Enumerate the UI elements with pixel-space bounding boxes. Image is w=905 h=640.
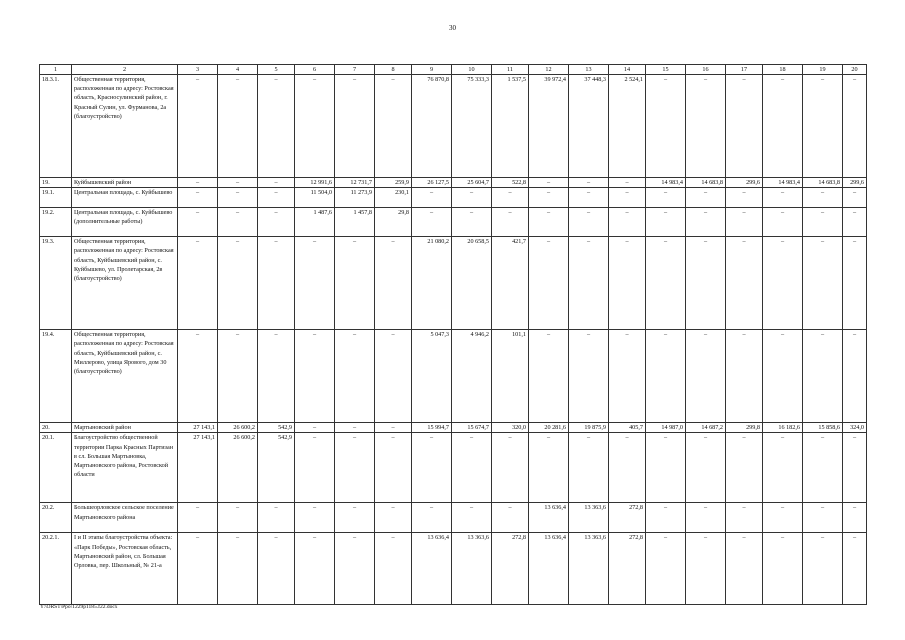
value-cell: – xyxy=(452,208,492,237)
value-cell: 37 448,3 xyxy=(569,75,609,178)
value-cell: – xyxy=(492,433,529,503)
value-cell: – xyxy=(529,330,569,423)
value-cell: – xyxy=(646,188,686,208)
table-row xyxy=(40,237,867,330)
value-cell: – xyxy=(609,237,646,330)
value-cell: 542,9 xyxy=(258,433,295,503)
value-cell: 14 687,2 xyxy=(686,423,726,433)
value-cell: – xyxy=(803,533,843,605)
table-row xyxy=(40,208,867,237)
value-cell: – xyxy=(803,208,843,237)
table-row xyxy=(40,330,867,423)
value-cell: 19 875,9 xyxy=(569,423,609,433)
value-cell: – xyxy=(412,433,452,503)
value-cell: – xyxy=(218,330,258,423)
value-cell: – xyxy=(609,178,646,188)
footer-file-path: Y:\ORST\Ppo\1229p1185.f22.docx xyxy=(40,604,118,610)
value-cell: – xyxy=(803,188,843,208)
value-cell: – xyxy=(646,237,686,330)
value-cell: 13 363,6 xyxy=(569,503,609,533)
row-name: Общественная территория, расположенная по адресу: Ростовская область, Куйбышевский район, с. Миллерово, улица Ярового, дом 30 (благоустройство) xyxy=(72,330,178,423)
value-cell: – xyxy=(452,188,492,208)
value-cell: – xyxy=(646,75,686,178)
value-cell: 15 674,7 xyxy=(452,423,492,433)
column-number: 17 xyxy=(726,65,763,75)
value-cell: – xyxy=(295,423,335,433)
column-number: 6 xyxy=(295,65,335,75)
value-cell: 14 983,4 xyxy=(763,178,803,188)
value-cell: – xyxy=(646,208,686,237)
value-cell: 542,9 xyxy=(258,423,295,433)
value-cell: – xyxy=(609,330,646,423)
value-cell: – xyxy=(218,188,258,208)
table-row xyxy=(40,188,867,208)
column-number: 7 xyxy=(335,65,375,75)
value-cell: 25 604,7 xyxy=(452,178,492,188)
value-cell: – xyxy=(726,533,763,605)
value-cell: 13 363,6 xyxy=(452,533,492,605)
value-cell: – xyxy=(295,75,335,178)
value-cell: 272,8 xyxy=(492,533,529,605)
value-cell: – xyxy=(843,533,867,605)
value-cell: – xyxy=(726,75,763,178)
value-cell: 13 363,6 xyxy=(569,533,609,605)
value-cell: – xyxy=(569,237,609,330)
value-cell: – xyxy=(843,503,867,533)
value-cell: – xyxy=(178,178,218,188)
value-cell: 299,6 xyxy=(843,178,867,188)
value-cell: – xyxy=(763,503,803,533)
value-cell: – xyxy=(335,503,375,533)
value-cell: – xyxy=(375,330,412,423)
value-cell: 12 731,7 xyxy=(335,178,375,188)
value-cell: – xyxy=(529,188,569,208)
row-name: Большеорловское сельское поселение Мартыновского района xyxy=(72,503,178,533)
value-cell: 259,9 xyxy=(375,178,412,188)
value-cell: – xyxy=(178,188,218,208)
row-name: Мартыновский район xyxy=(72,423,178,433)
value-cell: 15 858,6 xyxy=(803,423,843,433)
row-code: 20.2.1. xyxy=(40,533,72,605)
value-cell: – xyxy=(646,330,686,423)
value-cell: – xyxy=(686,208,726,237)
value-cell: 26 127,5 xyxy=(412,178,452,188)
budget-table xyxy=(39,64,867,605)
table-row xyxy=(40,503,867,533)
value-cell: – xyxy=(569,330,609,423)
value-cell: – xyxy=(218,533,258,605)
value-cell: – xyxy=(726,330,763,423)
value-cell: 13 636,4 xyxy=(412,533,452,605)
column-number: 16 xyxy=(686,65,726,75)
row-name: Благоустройство общественной территории Парка Красных Партизан в сл. Большая Мартыновка, Мартыновского района, Ростовской области xyxy=(72,433,178,503)
row-name: I и II этапы благоустройства объекта: «Парк Победы», Ростовская область, Мартыновский район, сл. Большая Орловка, пер. Школьный, № 21-а xyxy=(72,533,178,605)
value-cell: 324,0 xyxy=(843,423,867,433)
value-cell: 522,8 xyxy=(492,178,529,188)
value-cell: 14 683,8 xyxy=(686,178,726,188)
value-cell: – xyxy=(843,208,867,237)
value-cell: – xyxy=(218,208,258,237)
value-cell: 405,7 xyxy=(609,423,646,433)
value-cell: – xyxy=(686,503,726,533)
value-cell: – xyxy=(218,75,258,178)
value-cell: – xyxy=(763,330,803,423)
value-cell: – xyxy=(178,75,218,178)
value-cell: 272,8 xyxy=(609,533,646,605)
value-cell: – xyxy=(258,178,295,188)
value-cell: – xyxy=(218,178,258,188)
value-cell: 27 143,1 xyxy=(178,433,218,503)
value-cell: – xyxy=(375,237,412,330)
column-number: 20 xyxy=(843,65,867,75)
value-cell: 11 504,0 xyxy=(295,188,335,208)
column-number: 3 xyxy=(178,65,218,75)
value-cell: 299,8 xyxy=(726,423,763,433)
value-cell: – xyxy=(646,503,686,533)
value-cell: – xyxy=(335,533,375,605)
value-cell: – xyxy=(569,433,609,503)
value-cell: – xyxy=(258,533,295,605)
value-cell: – xyxy=(646,433,686,503)
column-number: 19 xyxy=(803,65,843,75)
column-number: 10 xyxy=(452,65,492,75)
row-code: 20.1. xyxy=(40,433,72,503)
value-cell: 21 080,2 xyxy=(412,237,452,330)
value-cell: – xyxy=(529,237,569,330)
value-cell: – xyxy=(375,533,412,605)
row-code: 19. xyxy=(40,178,72,188)
column-number: 5 xyxy=(258,65,295,75)
value-cell: 14 683,8 xyxy=(803,178,843,188)
row-code: 19.2. xyxy=(40,208,72,237)
column-number: 11 xyxy=(492,65,529,75)
value-cell: – xyxy=(258,237,295,330)
column-number: 4 xyxy=(218,65,258,75)
row-code: 20.2. xyxy=(40,503,72,533)
value-cell: 4 946,2 xyxy=(452,330,492,423)
page-number: 30 xyxy=(449,24,456,32)
column-number-row xyxy=(40,65,867,75)
value-cell: – xyxy=(803,237,843,330)
value-cell: – xyxy=(375,423,412,433)
value-cell: – xyxy=(843,330,867,423)
value-cell: – xyxy=(763,533,803,605)
column-number: 13 xyxy=(569,65,609,75)
value-cell: 320,0 xyxy=(492,423,529,433)
value-cell: – xyxy=(452,433,492,503)
value-cell: – xyxy=(843,75,867,178)
value-cell: 421,7 xyxy=(492,237,529,330)
value-cell: 76 870,8 xyxy=(412,75,452,178)
value-cell: – xyxy=(609,433,646,503)
value-cell: – xyxy=(412,208,452,237)
value-cell: – xyxy=(686,330,726,423)
value-cell: – xyxy=(803,75,843,178)
value-cell: – xyxy=(412,188,452,208)
value-cell: – xyxy=(258,208,295,237)
column-number: 9 xyxy=(412,65,452,75)
column-number: 14 xyxy=(609,65,646,75)
value-cell: – xyxy=(726,503,763,533)
value-cell: 1 487,6 xyxy=(295,208,335,237)
value-cell: – xyxy=(529,208,569,237)
row-code: 19.4. xyxy=(40,330,72,423)
value-cell: – xyxy=(492,208,529,237)
value-cell: – xyxy=(258,330,295,423)
row-name: Центральная площадь, с. Куйбышево (дополнительные работы) xyxy=(72,208,178,237)
table-row xyxy=(40,423,867,433)
value-cell: – xyxy=(335,75,375,178)
row-name: Куйбышевский район xyxy=(72,178,178,188)
value-cell: – xyxy=(335,423,375,433)
value-cell: 12 991,6 xyxy=(295,178,335,188)
value-cell: 13 636,4 xyxy=(529,503,569,533)
value-cell: 15 994,7 xyxy=(412,423,452,433)
value-cell: – xyxy=(375,75,412,178)
row-name: Общественная территория, расположенная по адресу: Ростовская область, Красносулинский район, г. Красный Сулин, ул. Фурманова, 2а (благоустройство) xyxy=(72,75,178,178)
value-cell: 299,6 xyxy=(726,178,763,188)
value-cell: – xyxy=(178,503,218,533)
value-cell: – xyxy=(218,503,258,533)
value-cell: 14 987,0 xyxy=(646,423,686,433)
value-cell: – xyxy=(686,188,726,208)
value-cell: 272,8 xyxy=(609,503,646,533)
value-cell: – xyxy=(295,237,335,330)
table-row xyxy=(40,75,867,178)
value-cell: 5 047,3 xyxy=(412,330,452,423)
value-cell: – xyxy=(569,188,609,208)
value-cell: 26 600,2 xyxy=(218,423,258,433)
value-cell: 20 658,5 xyxy=(452,237,492,330)
value-cell: – xyxy=(295,433,335,503)
row-code: 18.3.1. xyxy=(40,75,72,178)
value-cell: 16 182,6 xyxy=(763,423,803,433)
value-cell: – xyxy=(763,237,803,330)
value-cell: – xyxy=(529,433,569,503)
table-row xyxy=(40,533,867,605)
row-name: Центральная площадь, с. Куйбышево xyxy=(72,188,178,208)
value-cell: 26 600,2 xyxy=(218,433,258,503)
value-cell: – xyxy=(763,433,803,503)
value-cell: – xyxy=(646,533,686,605)
value-cell: – xyxy=(218,237,258,330)
value-cell: – xyxy=(295,503,335,533)
value-cell: – xyxy=(412,503,452,533)
row-name: Общественная территория, расположенная по адресу: Ростовская область, Куйбышевский район, с. Куйбышево, ул. Пролетарская, 2в (благоустройство) xyxy=(72,237,178,330)
column-number: 18 xyxy=(763,65,803,75)
value-cell: 1 537,5 xyxy=(492,75,529,178)
value-cell: – xyxy=(686,75,726,178)
value-cell: – xyxy=(726,433,763,503)
value-cell: – xyxy=(178,208,218,237)
value-cell: – xyxy=(335,237,375,330)
value-cell: – xyxy=(843,237,867,330)
value-cell: – xyxy=(609,188,646,208)
value-cell: – xyxy=(178,330,218,423)
value-cell: – xyxy=(335,330,375,423)
value-cell: – xyxy=(569,178,609,188)
value-cell: 230,1 xyxy=(375,188,412,208)
value-cell: – xyxy=(375,503,412,533)
column-number: 12 xyxy=(529,65,569,75)
value-cell: – xyxy=(686,533,726,605)
value-cell: – xyxy=(569,208,609,237)
value-cell: – xyxy=(843,188,867,208)
value-cell: 11 273,9 xyxy=(335,188,375,208)
value-cell: 39 972,4 xyxy=(529,75,569,178)
value-cell: – xyxy=(492,188,529,208)
value-cell: – xyxy=(686,433,726,503)
row-code: 19.1. xyxy=(40,188,72,208)
value-cell: 27 143,1 xyxy=(178,423,218,433)
value-cell: – xyxy=(178,237,218,330)
value-cell: 101,1 xyxy=(492,330,529,423)
value-cell: – xyxy=(843,433,867,503)
value-cell: 2 524,1 xyxy=(609,75,646,178)
value-cell: – xyxy=(178,533,218,605)
value-cell: – xyxy=(492,503,529,533)
row-code: 20. xyxy=(40,423,72,433)
value-cell: 29,8 xyxy=(375,208,412,237)
column-number: 2 xyxy=(72,65,178,75)
value-cell: – xyxy=(295,330,335,423)
value-cell: – xyxy=(763,75,803,178)
value-cell: – xyxy=(726,237,763,330)
column-number: 1 xyxy=(40,65,72,75)
value-cell: – xyxy=(726,208,763,237)
value-cell: – xyxy=(726,188,763,208)
value-cell: – xyxy=(258,75,295,178)
value-cell: – xyxy=(258,503,295,533)
value-cell: 14 983,4 xyxy=(646,178,686,188)
value-cell: – xyxy=(803,330,843,423)
value-cell: 20 281,6 xyxy=(529,423,569,433)
value-cell: – xyxy=(763,208,803,237)
value-cell: – xyxy=(803,433,843,503)
value-cell: – xyxy=(258,188,295,208)
value-cell: – xyxy=(335,433,375,503)
row-code: 19.3. xyxy=(40,237,72,330)
value-cell: 13 636,4 xyxy=(529,533,569,605)
value-cell: 1 457,8 xyxy=(335,208,375,237)
value-cell: – xyxy=(529,178,569,188)
value-cell: – xyxy=(452,503,492,533)
value-cell: – xyxy=(375,433,412,503)
table-row xyxy=(40,178,867,188)
table-row xyxy=(40,433,867,503)
value-cell: – xyxy=(763,188,803,208)
value-cell: – xyxy=(295,533,335,605)
value-cell: – xyxy=(686,237,726,330)
column-number: 8 xyxy=(375,65,412,75)
value-cell: – xyxy=(609,208,646,237)
value-cell: 75 333,3 xyxy=(452,75,492,178)
value-cell: – xyxy=(803,503,843,533)
column-number: 15 xyxy=(646,65,686,75)
